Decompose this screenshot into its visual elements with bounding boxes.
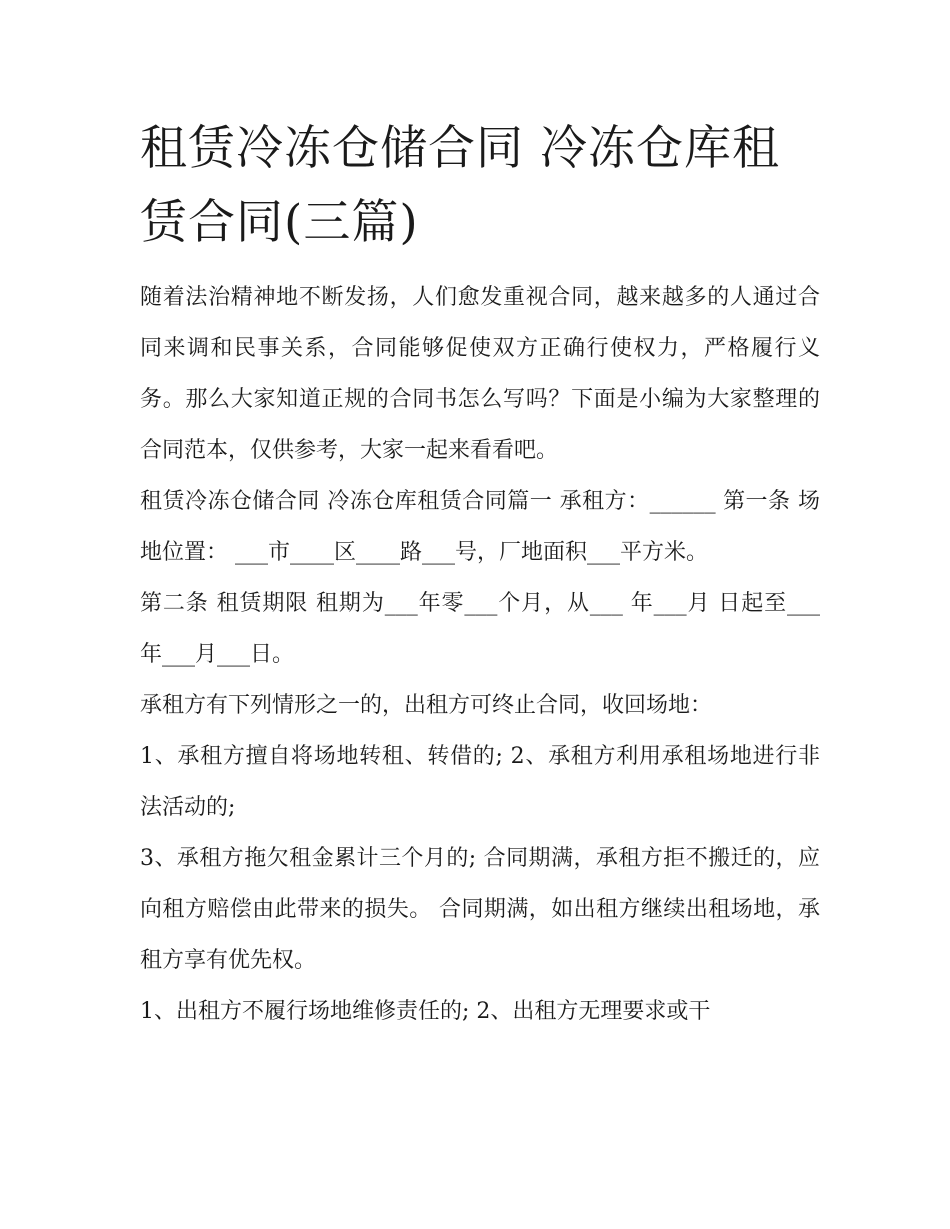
document-page xyxy=(140,112,820,1037)
termination-item-paragraph: 1、承租方擅自将场地转租、转借的; 2、承租方利用承租场地进行非法活动的; xyxy=(140,744,820,820)
termination-conditions-heading: 承租方有下列情形之一的，出租方可终止合同，收回场地： xyxy=(140,693,713,718)
intro-paragraph: 随着法治精神地不断发扬，人们愈发重视合同，越来越多的人通过合同来调和民事关系，合同能够促使双方正确行使权力，严格履行义务。那么大家知道正规的合同书怎么写吗？下面是小编为大家整理的合同范本，仅供参考，大家一起来看看吧。 xyxy=(140,285,820,463)
contract-party-paragraph: 租赁冷冻仓储合同 冷冻仓库租赁合同篇一 承租方：______ 第一条 场地位置： ___市____区____路___号，厂地面积___平方米。 xyxy=(140,489,820,565)
document-title: 租赁冷冻仓储合同 冷冻仓库租赁合同(三篇) xyxy=(140,121,780,250)
lease-term-paragraph: 第二条 租赁期限 租期为___年零___个月，从___ 年___月 日起至___ 年___月___日。 xyxy=(140,591,820,667)
lessor-duty-paragraph: 1、出租方不履行场地维修责任的; 2、出租方无理要求或干 xyxy=(140,999,711,1024)
arrears-paragraph: 3、承租方拖欠租金累计三个月的; 合同期满，承租方拒不搬迁的，应向租方赔偿由此带来的损失。 合同期满，如出租方继续出租场地，承租方享有优先权。 xyxy=(140,846,820,973)
